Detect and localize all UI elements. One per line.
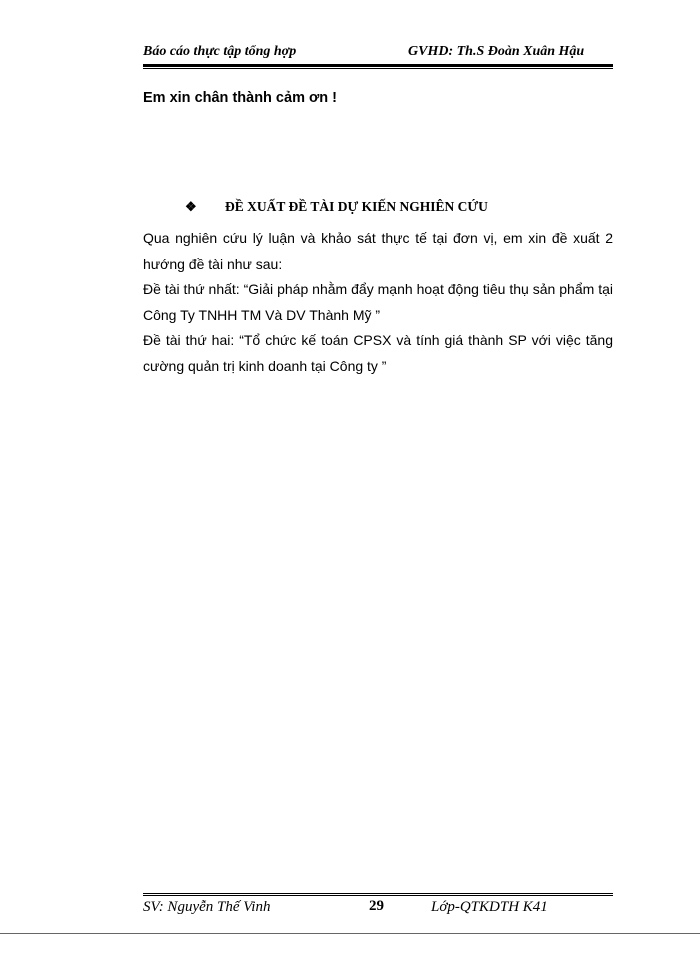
header-divider-thick (143, 64, 613, 67)
header-divider-thin (143, 68, 613, 69)
diamond-bullet-icon: ❖ (185, 199, 197, 214)
paragraph-topic-1: Đề tài thứ nhất: “Giải pháp nhằm đẩy mạnh hoạt động tiêu thụ sản phẩm tại Công Ty TNHH TM Và DV Thành Mỹ ” (143, 281, 613, 323)
body-text (143, 226, 613, 379)
footer-divider (143, 893, 613, 894)
student-name: SV: Nguyễn Thế Vinh (143, 899, 271, 915)
paragraph-topic-2: Đề tài thứ hai: “Tổ chức kế toán CPSX và tính giá thành SP với việc tăng cường quản trị kinh doanh tại Công ty ” (143, 332, 613, 374)
supervisor-name: GVHD: Th.S Đoàn Xuân Hậu (408, 44, 585, 59)
page-number: 29 (369, 898, 384, 914)
report-title: Báo cáo thực tập tổng hợp (143, 44, 297, 59)
page-header (143, 42, 613, 62)
section-heading (185, 199, 488, 215)
class-name: Lớp-QTKDTH K41 (431, 899, 548, 915)
thanks-line: Em xin chân thành cảm ơn ! (143, 90, 338, 106)
page-footer (143, 898, 613, 920)
paragraph-intro: Qua nghiên cứu lý luận và khảo sát thực tế tại đơn vị, em xin đề xuất 2 hướng đề tài như sau: (143, 230, 613, 272)
section-heading-text: ĐỀ XUẤT ĐỀ TÀI DỰ KIẾN NGHIÊN CỨU (225, 199, 488, 214)
footer-divider-thin (143, 895, 613, 896)
page-edge-line (0, 933, 700, 934)
